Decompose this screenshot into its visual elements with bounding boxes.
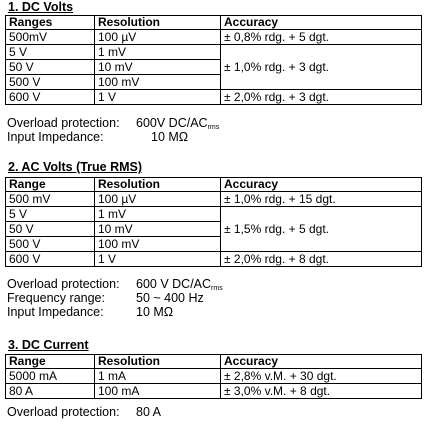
table-row bbox=[6, 207, 422, 222]
table-row bbox=[6, 30, 422, 45]
accuracy-cell: ± 2,0% rdg. + 8 dgt. bbox=[221, 252, 422, 267]
ac-volts-table bbox=[5, 177, 422, 267]
frequency-value: 50 ~ 400 Hz bbox=[136, 291, 204, 305]
overload-subscript: rms bbox=[207, 124, 220, 131]
accuracy-cell: ± 1,5% rdg. + 5 dgt. bbox=[221, 207, 422, 252]
ac-volts-impedance bbox=[7, 305, 174, 319]
table-header-row bbox=[6, 355, 422, 369]
range-cell: 600 V bbox=[6, 90, 95, 105]
dc-volts-overload bbox=[7, 116, 220, 131]
frequency-label: Frequency range: bbox=[7, 291, 105, 305]
dc-volts-table bbox=[5, 15, 422, 105]
table-row bbox=[6, 192, 422, 207]
resolution-cell: 100 µV bbox=[95, 30, 221, 45]
table-row bbox=[6, 90, 422, 105]
header-range: Range bbox=[6, 355, 95, 369]
dc-current-overload bbox=[7, 405, 162, 419]
range-cell: 500 mV bbox=[6, 192, 95, 207]
dc-volts-impedance bbox=[7, 130, 189, 144]
impedance-label: Input Impedance: bbox=[7, 130, 104, 144]
resolution-cell: 1 V bbox=[95, 252, 221, 267]
header-accuracy: Accuracy bbox=[221, 355, 422, 369]
dc-current-table bbox=[5, 354, 422, 399]
overload-label: Overload protection: bbox=[7, 277, 120, 291]
table-row bbox=[6, 252, 422, 267]
range-cell: 500mV bbox=[6, 30, 95, 45]
accuracy-cell: ± 0,8% rdg. + 5 dgt. bbox=[221, 30, 422, 45]
range-cell: 50 V bbox=[6, 222, 95, 237]
ac-volts-overload bbox=[7, 277, 223, 292]
range-cell: 80 A bbox=[6, 384, 95, 399]
dc-volts-title: 1. DC Volts bbox=[8, 0, 74, 14]
range-cell: 500 V bbox=[6, 237, 95, 252]
resolution-cell: 1 V bbox=[95, 90, 221, 105]
table-row bbox=[6, 369, 422, 384]
overload-label: Overload protection: bbox=[7, 405, 120, 419]
resolution-cell: 100 µV bbox=[95, 192, 221, 207]
impedance-label: Input Impedance: bbox=[7, 305, 104, 319]
accuracy-cell: ± 1,0% rdg. + 15 dgt. bbox=[221, 192, 422, 207]
header-range: Ranges bbox=[6, 16, 95, 30]
resolution-cell: 100 mV bbox=[95, 237, 221, 252]
header-range: Range bbox=[6, 178, 95, 192]
resolution-cell: 1 mV bbox=[95, 207, 221, 222]
resolution-cell: 100 mA bbox=[95, 384, 221, 399]
range-cell: 50 V bbox=[6, 60, 95, 75]
table-header-row bbox=[6, 178, 422, 192]
resolution-cell: 100 mV bbox=[95, 75, 221, 90]
accuracy-cell: ± 1,0% rdg. + 3 dgt. bbox=[221, 45, 422, 90]
resolution-cell: 10 mV bbox=[95, 60, 221, 75]
overload-value-text: 600V DC/AC bbox=[136, 116, 208, 130]
resolution-cell: 1 mV bbox=[95, 45, 221, 60]
overload-label: Overload protection: bbox=[7, 116, 120, 130]
resolution-cell: 10 mV bbox=[95, 222, 221, 237]
header-resolution: Resolution bbox=[95, 355, 221, 369]
range-cell: 5 V bbox=[6, 207, 95, 222]
accuracy-cell: ± 3,0% v.M. + 8 dgt. bbox=[221, 384, 422, 399]
range-cell: 600 V bbox=[6, 252, 95, 267]
overload-value: 80 A bbox=[136, 405, 162, 419]
header-resolution: Resolution bbox=[95, 16, 221, 30]
range-cell: 5 V bbox=[6, 45, 95, 60]
header-accuracy: Accuracy bbox=[221, 16, 422, 30]
table-header-row bbox=[6, 16, 422, 30]
overload-subscript: rms bbox=[211, 285, 223, 292]
resolution-cell: 1 mA bbox=[95, 369, 221, 384]
header-resolution: Resolution bbox=[95, 178, 221, 192]
impedance-value: 10 MΩ bbox=[151, 130, 189, 144]
accuracy-cell: ± 2,0% rdg. + 3 dgt. bbox=[221, 90, 422, 105]
dc-current-title: 3. DC Current bbox=[8, 338, 89, 352]
table-row bbox=[6, 45, 422, 60]
ac-volts-frequency bbox=[7, 291, 204, 305]
impedance-value: 10 MΩ bbox=[136, 305, 174, 319]
accuracy-cell: ± 2,8% v.M. + 30 dgt. bbox=[221, 369, 422, 384]
range-cell: 500 V bbox=[6, 75, 95, 90]
overload-value-text: 600 V DC/AC bbox=[136, 277, 212, 291]
ac-volts-title: 2. AC Volts (True RMS) bbox=[8, 160, 143, 174]
table-row bbox=[6, 384, 422, 399]
range-cell: 5000 mA bbox=[6, 369, 95, 384]
header-accuracy: Accuracy bbox=[221, 178, 422, 192]
